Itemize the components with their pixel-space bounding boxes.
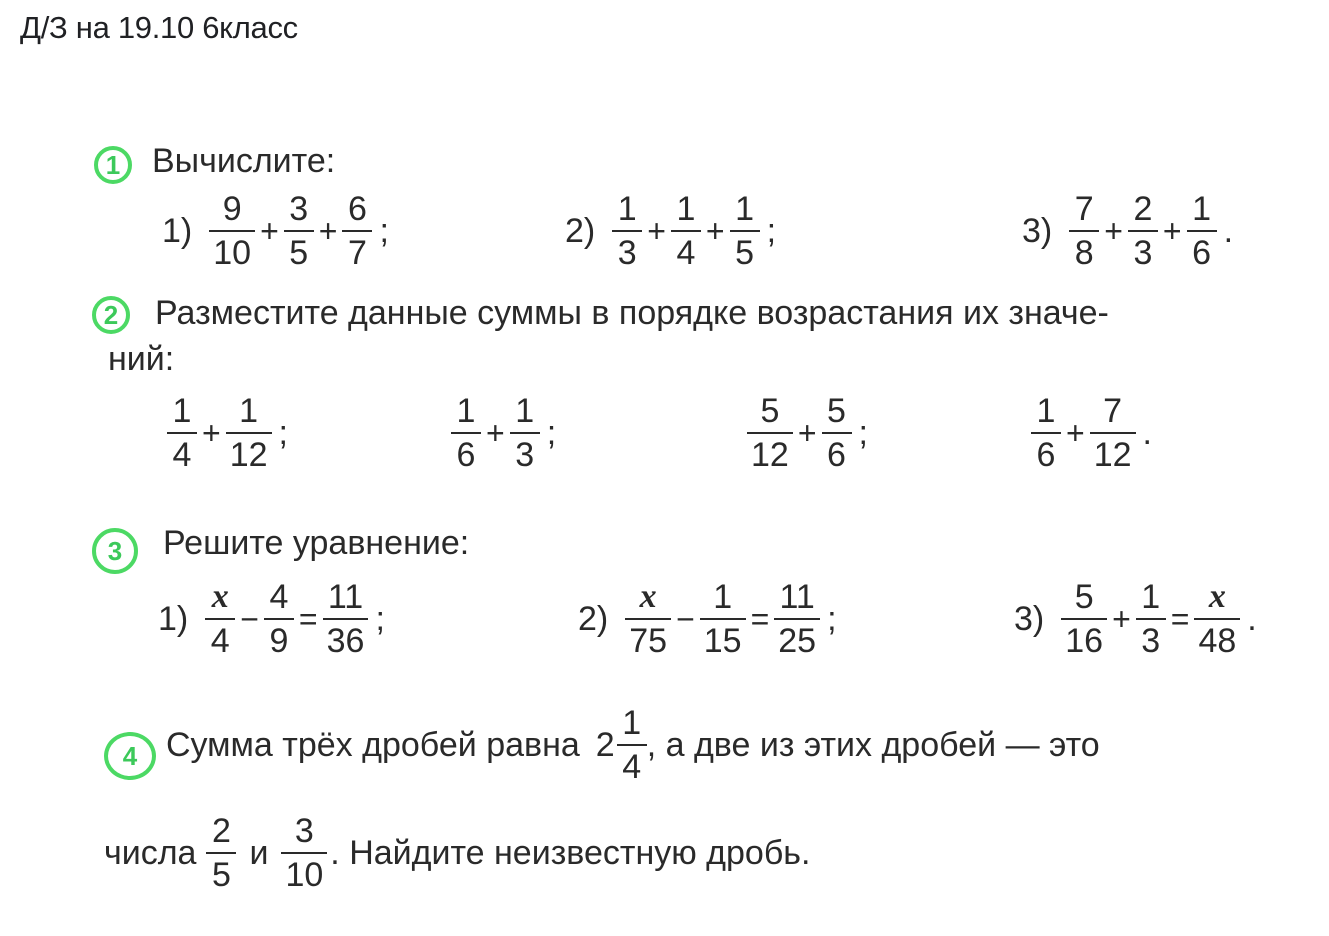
task-number-badge	[92, 528, 138, 574]
item-label: 1)	[162, 211, 193, 250]
fraction	[205, 576, 235, 662]
denominator: 7	[347, 234, 367, 272]
task-number-badge	[94, 146, 132, 184]
fraction	[1187, 188, 1217, 274]
item-label: 3)	[1014, 599, 1045, 638]
fraction	[730, 188, 760, 274]
operator: =	[1170, 600, 1190, 637]
fraction	[774, 576, 820, 662]
task-3-item-1	[158, 576, 385, 662]
numerator: 9	[222, 190, 242, 228]
denominator: 4	[622, 748, 642, 786]
numerator: x	[211, 578, 229, 615]
task-number-badge	[104, 732, 156, 780]
item-label: 1)	[158, 599, 189, 638]
denominator: 6	[1192, 234, 1212, 272]
fraction	[1061, 576, 1107, 662]
task-2-item-4	[1028, 390, 1152, 476]
numerator: 1	[676, 190, 696, 228]
fraction	[1031, 390, 1061, 476]
punctuation: ;	[546, 413, 557, 452]
numerator: x	[639, 578, 657, 615]
task-2-item-3	[744, 390, 868, 476]
punctuation: ;	[379, 211, 389, 250]
task-4-text: и	[249, 833, 269, 872]
punctuation: .	[1223, 211, 1234, 250]
denominator: 4	[210, 622, 230, 660]
operator: +	[1066, 414, 1085, 451]
fraction	[625, 576, 671, 662]
operator: +	[1104, 212, 1123, 249]
numerator: 4	[269, 578, 289, 616]
fraction	[1194, 576, 1240, 662]
task-number-badge	[92, 296, 130, 334]
operator: +	[797, 414, 817, 451]
operator: =	[298, 600, 318, 637]
task-4-text: , а две из этих дробей — это	[646, 725, 1100, 764]
fraction	[510, 390, 540, 476]
numerator: 1	[239, 392, 259, 430]
task-4-line-2	[104, 810, 810, 896]
numerator: 2	[1133, 190, 1153, 228]
numerator: 7	[1074, 190, 1094, 228]
fraction	[822, 390, 852, 476]
denominator: 48	[1198, 622, 1237, 660]
task-number: 3	[107, 535, 123, 566]
fraction	[264, 576, 294, 662]
numerator: 6	[347, 190, 367, 228]
denominator: 3	[1141, 622, 1161, 660]
punctuation: .	[1142, 413, 1152, 452]
denominator: 12	[229, 436, 268, 474]
denominator: 3	[617, 234, 637, 272]
page-title: Д/З на 19.10 6класс	[20, 10, 298, 45]
numerator: 1	[735, 190, 755, 228]
denominator: 6	[1036, 436, 1056, 474]
numerator: 7	[1103, 392, 1123, 430]
operator: +	[1112, 600, 1131, 637]
operator: +	[486, 414, 505, 451]
numerator: 5	[827, 392, 846, 430]
numerator: 1	[1192, 190, 1212, 228]
punctuation: ;	[278, 413, 288, 452]
operator: =	[750, 600, 770, 637]
denominator: 5	[289, 234, 309, 272]
task-number: 2	[103, 299, 119, 330]
punctuation: .	[1247, 599, 1257, 638]
operator: −	[240, 600, 259, 637]
operator: +	[705, 212, 725, 249]
task-4-text: числа	[104, 833, 197, 872]
operator: +	[202, 414, 221, 451]
numerator: 1	[1141, 578, 1161, 616]
denominator: 3	[1133, 234, 1153, 272]
denominator: 75	[629, 622, 668, 660]
task-number: 4	[122, 740, 138, 771]
numerator: 1	[172, 392, 192, 430]
punctuation: ;	[858, 413, 868, 452]
fraction	[612, 188, 642, 274]
fraction	[342, 188, 372, 274]
fraction	[323, 576, 369, 662]
denominator: 16	[1065, 622, 1104, 660]
task-3-item-3	[1014, 576, 1257, 662]
fraction	[1069, 188, 1099, 274]
numerator: 1	[713, 578, 733, 616]
task-number: 1	[105, 149, 121, 180]
denominator: 15	[703, 622, 742, 660]
numerator: 3	[289, 190, 309, 228]
task-2-item-2	[448, 390, 556, 476]
numerator: 11	[779, 578, 815, 616]
task-4-text: . Найдите неизвестную дробь.	[330, 833, 811, 872]
numerator: 5	[1074, 578, 1094, 616]
denominator: 25	[778, 622, 817, 660]
task-1-title: Вычислите:	[152, 142, 336, 180]
operator: −	[676, 600, 695, 637]
fraction	[281, 810, 327, 896]
task-3-title: Решите уравнение:	[163, 524, 470, 562]
denominator: 3	[515, 436, 535, 474]
task-2-title-continuation: ний:	[108, 340, 175, 378]
task-3-item-2	[578, 576, 837, 662]
fraction	[206, 810, 236, 896]
numerator: 1	[1036, 392, 1056, 430]
numerator: 11	[327, 578, 364, 616]
denominator: 8	[1074, 234, 1094, 272]
denominator: 6	[456, 436, 476, 474]
numerator: 2	[212, 812, 231, 850]
fraction	[1136, 576, 1166, 662]
task-2-item-1	[164, 390, 288, 476]
denominator: 10	[285, 856, 324, 894]
fraction	[284, 188, 314, 274]
fraction	[700, 576, 746, 662]
fraction	[747, 390, 793, 476]
operator: +	[260, 212, 279, 249]
fraction	[617, 702, 647, 788]
task-4-text: Сумма трёх дробей равна	[166, 725, 580, 764]
numerator: 1	[622, 704, 642, 742]
task-2-title: Разместите данные суммы в порядке возрастания их значе-	[155, 294, 1109, 332]
fraction	[671, 188, 701, 274]
task-4-line-1	[166, 702, 1100, 788]
fraction	[209, 188, 255, 274]
denominator: 12	[1093, 436, 1132, 474]
task-1-item-1	[162, 188, 389, 274]
denominator: 10	[213, 234, 252, 272]
denominator: 4	[676, 234, 696, 272]
fraction	[167, 390, 197, 476]
denominator: 12	[751, 436, 789, 474]
fraction	[1090, 390, 1136, 476]
item-label: 3)	[1022, 211, 1053, 250]
denominator: 5	[735, 234, 755, 272]
item-label: 2)	[578, 599, 609, 638]
operator: +	[318, 212, 338, 249]
denominator: 9	[269, 622, 289, 660]
numerator: 5	[760, 392, 780, 430]
item-label: 2)	[565, 211, 596, 250]
punctuation: ;	[827, 599, 837, 638]
denominator: 6	[827, 436, 846, 474]
task-1-item-3	[1022, 188, 1233, 274]
mixed-number-whole: 2	[595, 725, 615, 764]
numerator: x	[1208, 578, 1226, 615]
punctuation: ;	[766, 211, 777, 250]
task-1-item-2	[565, 188, 776, 274]
fraction	[226, 390, 272, 476]
numerator: 3	[294, 812, 314, 850]
fraction	[1128, 188, 1158, 274]
punctuation: ;	[375, 599, 385, 638]
denominator: 4	[172, 436, 192, 474]
numerator: 1	[515, 392, 535, 430]
fraction	[451, 390, 481, 476]
numerator: 1	[617, 190, 637, 228]
operator: +	[1162, 212, 1182, 249]
denominator: 36	[326, 622, 365, 660]
denominator: 5	[212, 856, 231, 894]
numerator: 1	[456, 392, 476, 430]
operator: +	[647, 212, 666, 249]
